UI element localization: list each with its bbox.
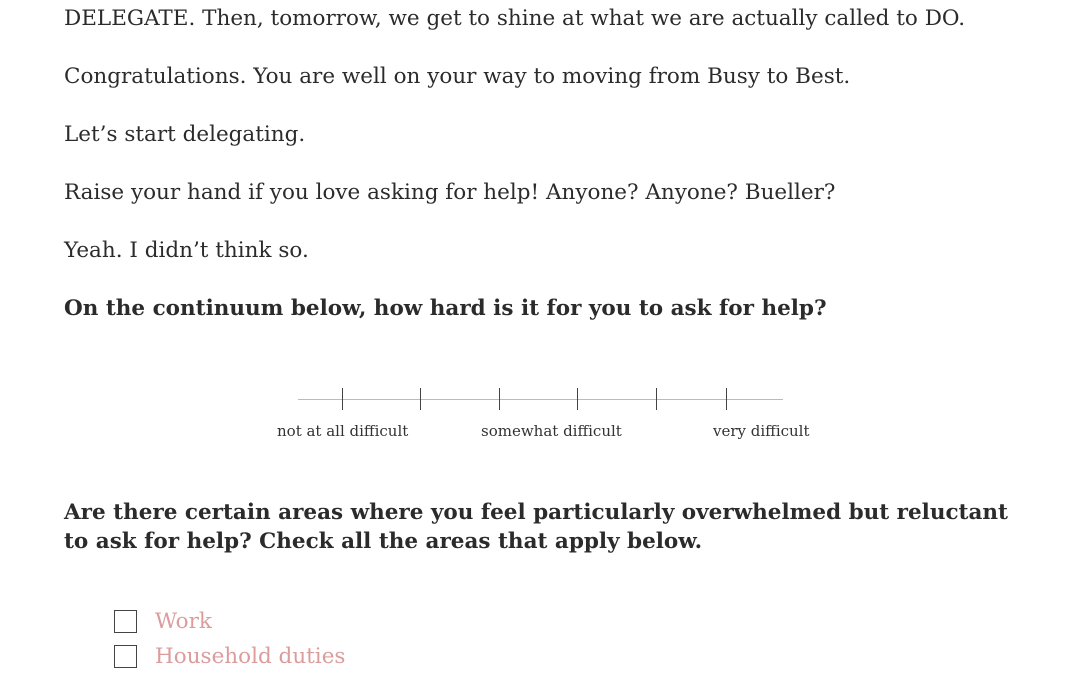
- paragraph-delegate: DELEGATE. Then, tomorrow, we get to shine at what we are actually called to DO.: [64, 6, 966, 31]
- continuum-tick[interactable]: [726, 388, 727, 410]
- question-overwhelmed-areas: Are there certain areas where you feel particularly overwhelmed but reluctant to ask for help? Check all the areas that apply below.: [64, 500, 1008, 554]
- checklist-item-household-duties[interactable]: [114, 641, 345, 671]
- continuum-line: [298, 399, 783, 400]
- difficulty-continuum[interactable]: [270, 380, 830, 450]
- checklist-label-work: Work: [155, 608, 212, 634]
- paragraph-congratulations: Congratulations. You are well on your way to moving from Busy to Best.: [64, 64, 851, 89]
- continuum-tick[interactable]: [499, 388, 500, 410]
- paragraph-raise-hand: Raise your hand if you love asking for help! Anyone? Anyone? Bueller?: [64, 180, 836, 205]
- continuum-label-not-difficult: not at all difficult: [277, 422, 409, 440]
- paragraph-didnt-think: Yeah. I didn’t think so.: [64, 238, 309, 263]
- continuum-label-somewhat-difficult: somewhat difficult: [481, 422, 622, 440]
- continuum-label-very-difficult: very difficult: [713, 422, 810, 440]
- question-continuum: On the continuum below, how hard is it for you to ask for help?: [64, 296, 827, 321]
- checklist-item-work[interactable]: [114, 606, 212, 636]
- household-duties-checkbox[interactable]: [114, 645, 137, 668]
- checklist-label-household-duties: Household duties: [155, 643, 346, 669]
- continuum-tick[interactable]: [656, 388, 657, 410]
- continuum-tick[interactable]: [342, 388, 343, 410]
- paragraph-start-delegating: Let’s start delegating.: [64, 122, 306, 147]
- continuum-tick[interactable]: [577, 388, 578, 410]
- work-checkbox[interactable]: [114, 610, 137, 633]
- continuum-tick[interactable]: [420, 388, 421, 410]
